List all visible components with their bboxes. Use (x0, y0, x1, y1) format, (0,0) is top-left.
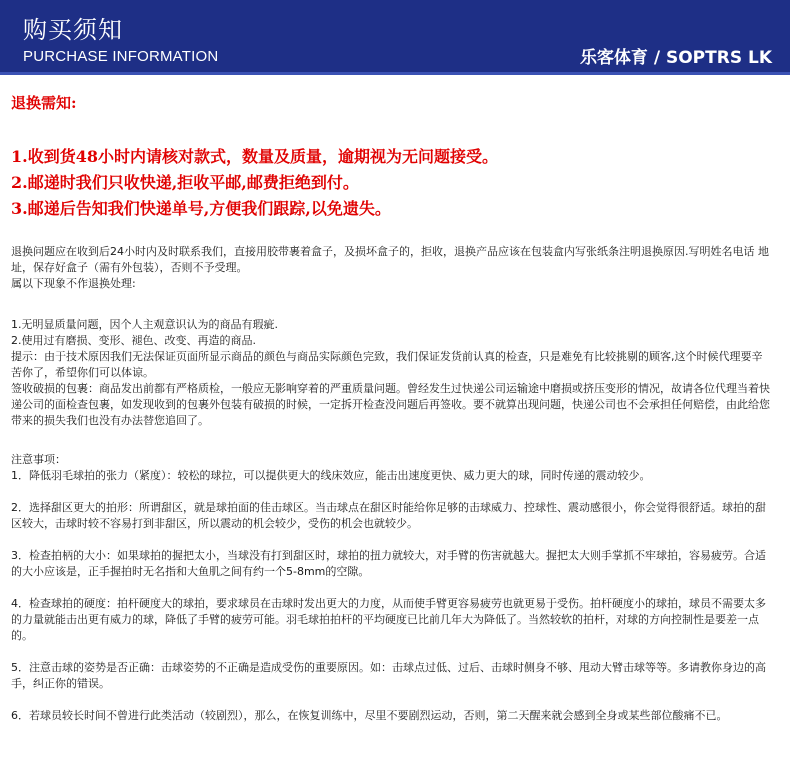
header-banner (0, 0, 790, 75)
policy-items (11, 317, 773, 429)
return-rule-2: 2.邮递时我们只收快递,拒收平邮,邮费拒绝到付。 (11, 173, 359, 192)
returns-rules (11, 144, 498, 222)
notes-section (11, 452, 773, 724)
policy-item-1: 1.无明显质量问题，因个人主观意识认为的商品有瑕疵. (11, 318, 278, 331)
note-item-6: 6．若球员较长时间不曾进行此类活动（较剧烈），那么，在恢复训练中，尽里不要剧烈运动，否则，第二天醒来就会感到全身或某些部位酸痛不已。 (11, 709, 728, 722)
policy-damaged-package: 签收破损的包裹：商品发出前都有严格质检，一般应无影响穿着的严重质量问题。曾经发生过快递公司运输途中磨损或挤压变形的情况，故请各位代理当着快递公司的面检查包裹，如发现收到的包裹外包装有破损的时候，一定拆开检查没问题后再签收。要不就算出现问题，快递公司也不会承担任何赔偿，由此给您带来的损失我们也没有办法替您追回了。 (11, 382, 770, 427)
returns-title: 退换需知: (11, 94, 77, 112)
banner-title: 购买须知 (23, 16, 123, 44)
note-item-2: 2．选择甜区更大的拍形：所谓甜区，就是球拍面的佳击球区。当击球点在甜区时能给你足够的击球威力、控球性、震动感很小，你会觉得很舒适。球拍的甜区较大，击球时较不容易打到非甜区，所以震动的机会较少，受伤的机会也就较少。 (11, 501, 766, 530)
brand-label: 乐客体育 / SOPTRS LK (579, 48, 772, 68)
policy-paragraph: 退换问题应在收到后24小时内及时联系我们，直接用胶带裹着盒子，及损坏盒子的，拒收，退换产品应该在包装盒内写张纸条注明退换原因.写明姓名电话 地址，保存好盒子（需有外包装），否则不予受理。 (11, 245, 769, 274)
policy-tip: 提示：由于技术原因我们无法保证页面所显示商品的颜色与商品实际颜色完致，我们保证发货前认真的检查，只是难免有比较挑剔的顾客,这个时候代理要辛苦你了，希望你们可以体谅。 (11, 350, 763, 379)
policy-item-2: 2.使用过有磨损、变形、褪色、改变、再造的商品. (11, 334, 256, 347)
note-item-3: 3．检查拍柄的大小：如果球拍的握把太小，当球没有打到甜区时，球拍的扭力就较大，对手臂的伤害就越大。握把太大则手掌抓不牢球拍，容易疲劳。合适的大小应该是，正手握拍时无名指和大鱼肌之间有约一个5-8mm的空隙。 (11, 549, 766, 578)
banner-subtitle: PURCHASE INFORMATION (23, 48, 219, 65)
policy-section (11, 244, 773, 292)
return-rule-1: 1.收到货48小时内请核对款式，数量及质量，逾期视为无问题接受。 (11, 147, 498, 166)
notes-title: 注意事项： (11, 453, 66, 466)
note-item-4: 4．检查球拍的硬度：拍杆硬度大的球拍，要求球员在击球时发出更大的力度，从而使手臂更容易疲劳也就更易于受伤。拍杆硬度小的球拍，球员不需要太多的力量就能击出更有威力的球，降低了手臂的疲劳可能。羽毛球拍拍杆的平均硬度已比前几年大为降低了。当然较软的拍杆，对球的方向控制性是要差一点的。 (11, 597, 766, 642)
return-rule-3: 3.邮递后告知我们快递单号,方便我们跟踪,以免遗失。 (11, 199, 391, 218)
policy-exclusion-heading: 属以下现象不作退换处理: (11, 277, 136, 290)
note-item-1: 1．降低羽毛球拍的张力（紧度）：较松的球拉，可以提供更大的线床效应，能击出速度更快、威力更大的球，同时传递的震动较少。 (11, 469, 651, 482)
note-item-5: 5．注意击球的姿势是否正确：击球姿势的不正确是造成受伤的重要原因。如：击球点过低、过后、击球时侧身不够、甩动大臂击球等等。多请教你身边的高手，纠正你的错误。 (11, 661, 766, 690)
